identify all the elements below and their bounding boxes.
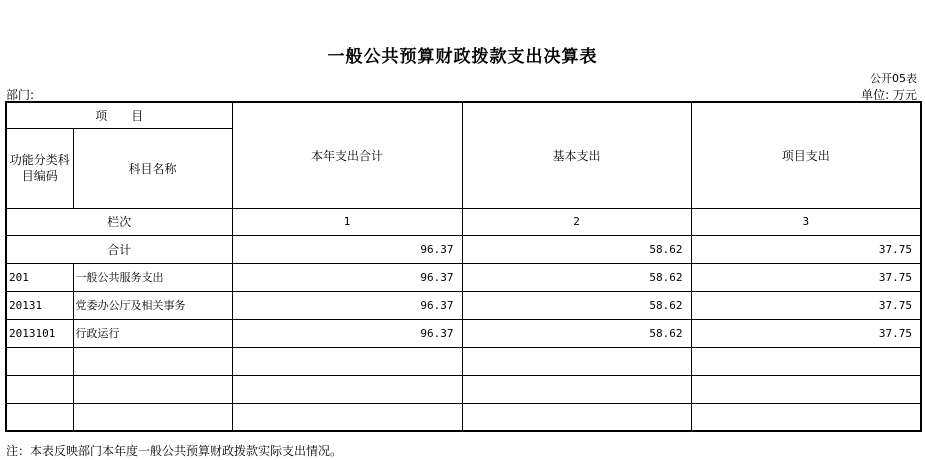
sum-basic: 58.62 xyxy=(462,235,691,263)
row-total: 96.37 xyxy=(232,263,462,291)
column-3: 3 xyxy=(691,208,921,235)
row-basic: 58.62 xyxy=(462,291,691,319)
header-func-code: 功能分类科目编码 xyxy=(6,128,73,208)
empty-cell xyxy=(6,375,73,403)
table-row xyxy=(6,291,921,319)
empty-cell xyxy=(6,347,73,375)
header-basic: 基本支出 xyxy=(462,102,691,208)
unit-label: 单位: 万元 xyxy=(861,88,917,102)
footnote: 注：本表反映部门本年度一般公共预算财政拨款实际支出情况。 xyxy=(6,444,343,458)
row-total: 96.37 xyxy=(232,291,462,319)
row-code: 201 xyxy=(6,263,73,291)
empty-cell xyxy=(232,375,462,403)
department-label: 部门: xyxy=(6,88,35,102)
sum-total: 96.37 xyxy=(232,235,462,263)
header-item: 项 目 xyxy=(6,102,232,128)
empty-row xyxy=(6,347,921,375)
row-code: 20131 xyxy=(6,291,73,319)
row-name: 行政运行 xyxy=(73,319,232,347)
row-basic: 58.62 xyxy=(462,263,691,291)
row-name: 党委办公厅及相关事务 xyxy=(73,291,232,319)
form-number: 公开05表 xyxy=(870,72,917,85)
empty-row xyxy=(6,375,921,403)
row-name: 一般公共服务支出 xyxy=(73,263,232,291)
row-code: 2013101 xyxy=(6,319,73,347)
empty-cell xyxy=(73,403,232,431)
table-row xyxy=(6,263,921,291)
empty-cell xyxy=(691,375,921,403)
empty-cell xyxy=(73,347,232,375)
header-row-item xyxy=(6,102,921,128)
empty-row xyxy=(6,403,921,431)
empty-cell xyxy=(462,403,691,431)
row-total: 96.37 xyxy=(232,319,462,347)
empty-cell xyxy=(6,403,73,431)
expenditure-table xyxy=(5,101,922,432)
empty-cell xyxy=(232,403,462,431)
empty-cell xyxy=(232,347,462,375)
column-2: 2 xyxy=(462,208,691,235)
sum-row xyxy=(6,235,921,263)
empty-cell xyxy=(462,375,691,403)
empty-cell xyxy=(73,375,232,403)
page-title: 一般公共预算财政拨款支出决算表 xyxy=(327,47,598,67)
row-project: 37.75 xyxy=(691,263,921,291)
sum-project: 37.75 xyxy=(691,235,921,263)
empty-cell xyxy=(691,347,921,375)
column-number-row xyxy=(6,208,921,235)
header-subject-name: 科目名称 xyxy=(73,128,232,208)
empty-cell xyxy=(691,403,921,431)
table-row xyxy=(6,319,921,347)
row-project: 37.75 xyxy=(691,319,921,347)
sum-label: 合计 xyxy=(6,235,232,263)
row-basic: 58.62 xyxy=(462,319,691,347)
row-project: 37.75 xyxy=(691,291,921,319)
column-label: 栏次 xyxy=(6,208,232,235)
header-total: 本年支出合计 xyxy=(232,102,462,208)
empty-cell xyxy=(462,347,691,375)
column-1: 1 xyxy=(232,208,462,235)
header-project: 项目支出 xyxy=(691,102,921,208)
